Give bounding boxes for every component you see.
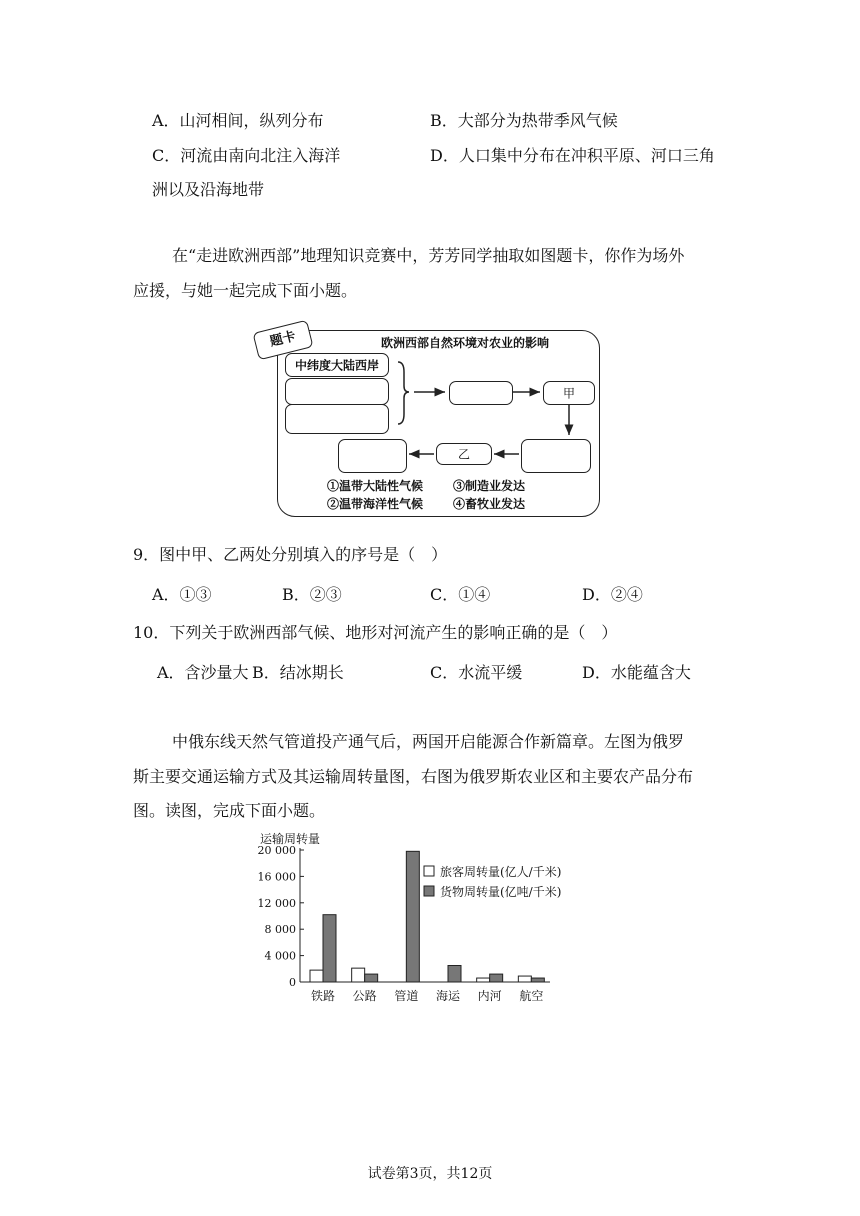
x-tick-label: 铁路 (310, 989, 336, 1003)
q9-option-a: A．①③ (152, 585, 212, 604)
option-b-prev: B．大部分为热带季风气候 (430, 111, 618, 130)
chart-ylabel: 运输周转量 (260, 832, 321, 846)
option-a-prev: A．山河相间，纵列分布 (152, 111, 324, 130)
y-tick-label: 8 000 (264, 923, 296, 937)
q9-option-b: B．②③ (282, 585, 342, 604)
intro2-line1: 中俄东线天然气管道投产通气后，两国开启能源合作新篇章。左图为俄罗 (172, 732, 685, 751)
card-title: 欧洲西部自然环境对农业的影响 (380, 336, 549, 350)
bar-freight (323, 915, 336, 982)
page-footer: 试卷第3页，共12页 (367, 1166, 493, 1182)
x-tick-label: 管道 (394, 989, 419, 1003)
q10-option-d: D．水能蕴含大 (582, 663, 691, 682)
card-option-1: ①温带大陆性气候 (327, 479, 424, 493)
bar-passenger (310, 970, 323, 982)
box-jia-label: 甲 (562, 386, 575, 401)
y-tick-label: 20 000 (257, 844, 296, 857)
intro2-line3: 图。读图，完成下面小题。 (133, 801, 326, 820)
box-latitude-label: 中纬度大陆西岸 (294, 358, 379, 373)
x-tick-label: 公路 (352, 989, 377, 1003)
q9-stem: 9．图中甲、乙两处分别填入的序号是（ ） (133, 545, 448, 564)
bar-freight (490, 974, 503, 982)
y-tick-label: 4 000 (264, 949, 296, 963)
legend-swatch (424, 886, 434, 896)
legend-label: 货物周转量(亿吨/千米) (440, 885, 562, 899)
x-tick-label: 海运 (435, 989, 461, 1003)
option-d-prev-line2: 洲以及沿海地带 (152, 180, 265, 199)
bar-freight (365, 974, 378, 982)
bar-passenger (518, 976, 531, 982)
legend-label: 旅客周转量(亿人/千米) (440, 865, 562, 879)
y-tick-label: 12 000 (257, 896, 296, 910)
bar-freight (531, 978, 544, 982)
q9-option-d: D．②④ (582, 585, 643, 604)
q10-option-c: C．水流平缓 (430, 663, 523, 682)
legend-swatch (424, 866, 434, 876)
bar-freight (448, 966, 461, 983)
intro2-line2: 斯主要交通运输方式及其运输周转量图，右图为俄罗斯农业区和主要农产品分布 (133, 767, 694, 786)
q9-option-c: C．①④ (430, 585, 491, 604)
intro1-line1: 在“走进欧洲西部”地理知识竞赛中，芳芳同学抽取如图题卡，你作为场外 (172, 246, 685, 265)
box-yi-label: 乙 (457, 447, 470, 462)
bar-freight (406, 851, 419, 982)
option-c-prev: C．河流由南向北注入海洋 (152, 146, 341, 165)
x-tick-label: 航空 (519, 989, 544, 1003)
q10-option-b: B．结冰期长 (252, 663, 344, 682)
card-option-4: ④畜牧业发达 (453, 497, 526, 511)
y-tick-label: 16 000 (257, 870, 296, 884)
card-option-3: ③制造业发达 (453, 479, 526, 493)
q10-option-a: A．含沙量大 (157, 663, 249, 682)
card-option-2: ②温带海洋性气候 (327, 497, 424, 511)
x-tick-label: 内河 (477, 989, 502, 1003)
option-d-prev-line1: D．人口集中分布在冲积平原、河口三角 (430, 146, 715, 165)
bar-passenger (477, 978, 490, 982)
q10-stem: 10．下列关于欧洲西部气候、地形对河流产生的影响正确的是（ ） (133, 623, 618, 642)
y-tick-label: 0 (289, 976, 296, 989)
card-tag: 题卡 (252, 320, 313, 361)
intro1-line2: 应援，与她一起完成下面小题。 (133, 281, 358, 300)
bar-passenger (352, 968, 365, 982)
